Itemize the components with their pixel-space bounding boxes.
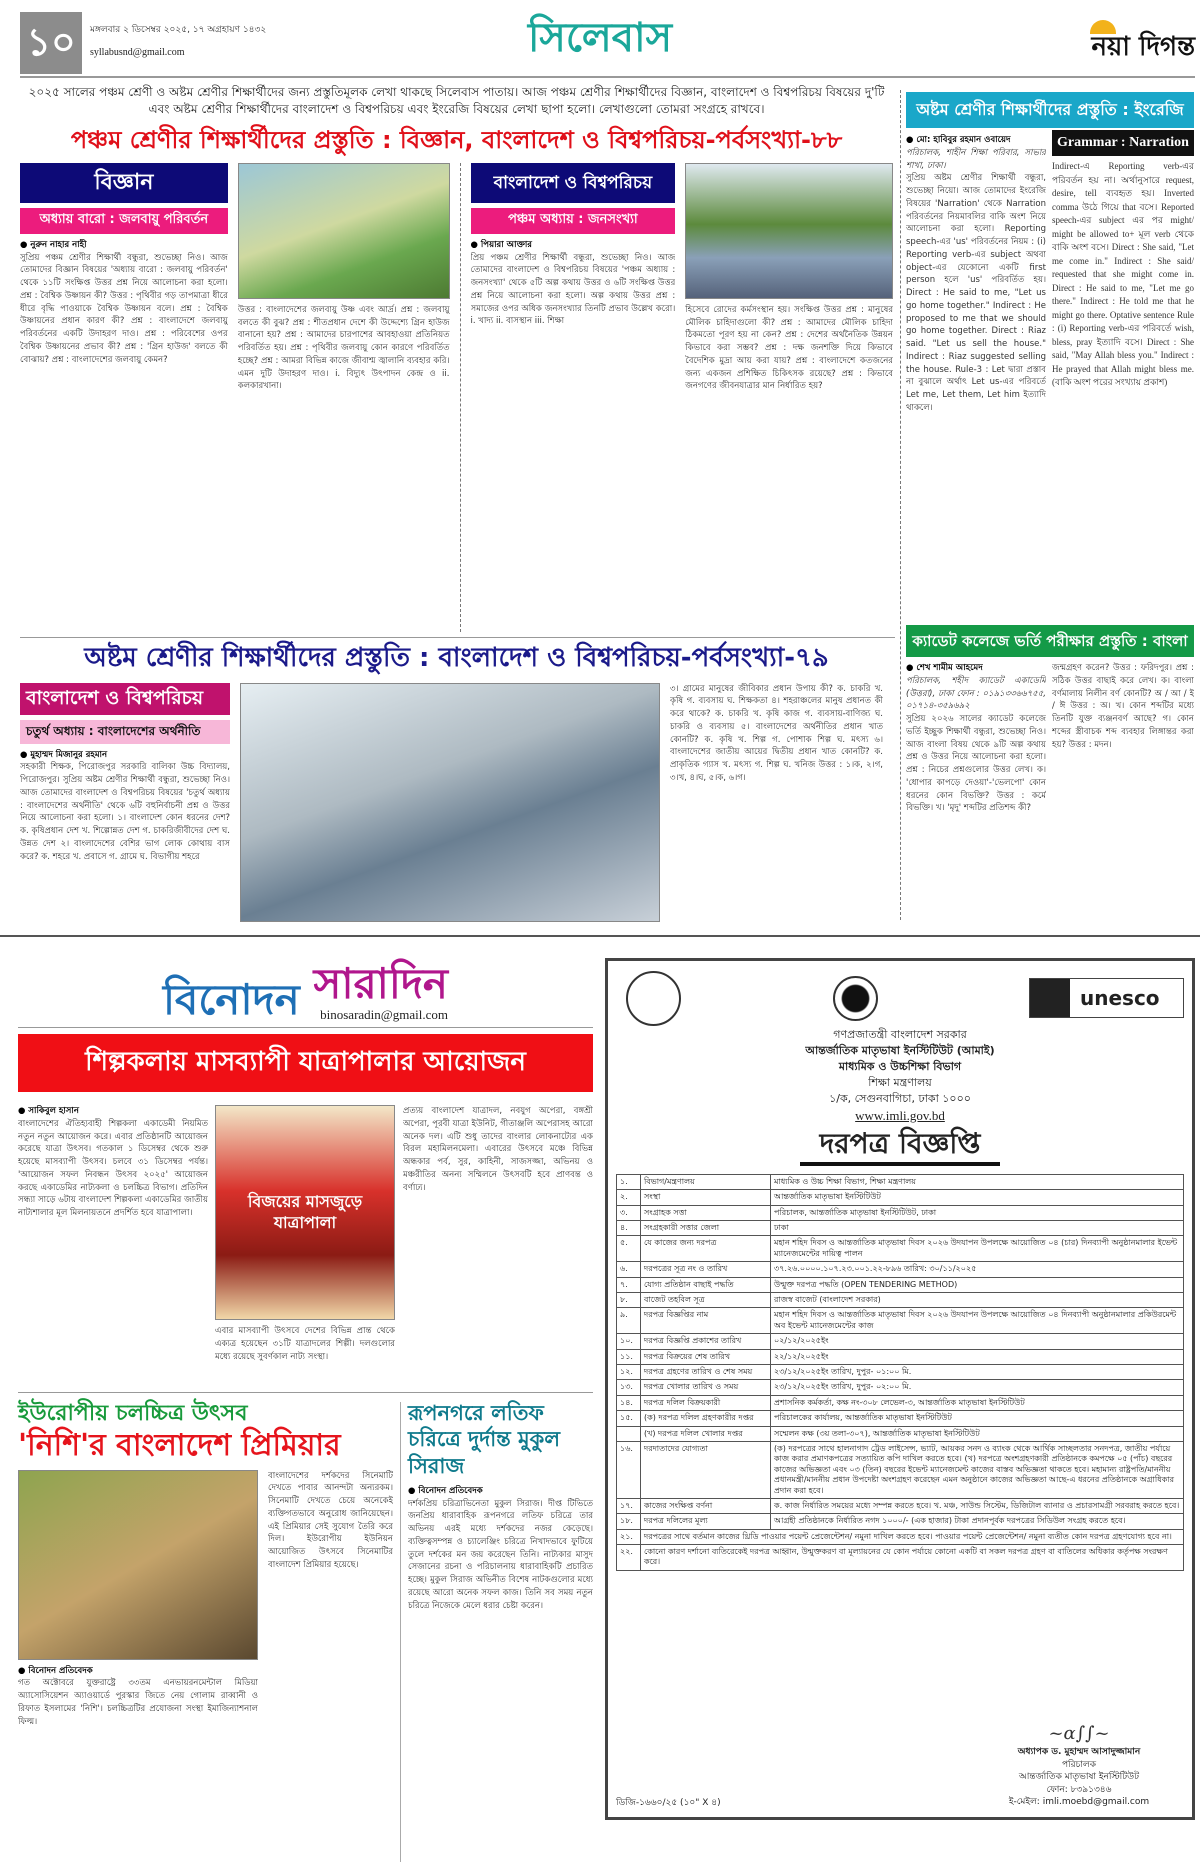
header-divider bbox=[20, 76, 1195, 78]
tender-footer bbox=[616, 1579, 1184, 1809]
cadet-author: ● শেখ শামীম আহমেদ bbox=[906, 663, 983, 673]
row-number: ১২. bbox=[617, 1365, 641, 1380]
mukul-body: দর্শকপ্রিয় চরিত্রাভিনেতা মুকুল সিরাজ। দীপ্ত টিভিতে জনপ্রিয় ধারাবাহিক রূপনগরে লতিফ চরিত্রে তার অভিনয় এরই মধ্যে দর্শকদের নজর কেড়েছে। ব্যক্তিত্বসম্পন্ন ও চ্যালেঞ্জিং চরিত্রে নিখাদভাবে ফুটিয়ে তুলে দর্শকের মন জয় করেছেন তিনি। নাট্যকার মাসুদ সেজানের রচনা ও পরিচালনায় ধারাবাহিকটি প্রচারিত হচ্ছে। মুকুল সিরাজ অভিনীত বিশেষ নাটকগুলোর মধ্যে রয়েছে আরো অনেক সফল কাজ। তিনি সব সময় নতুন চরিত্রে নিজেকে মেলে ধরার চেষ্টা করেন। bbox=[408, 1498, 593, 1611]
row-label: সংস্থা bbox=[641, 1190, 771, 1205]
class8-title: বাংলাদেশ ও বিশ্বপরিচয় bbox=[20, 683, 230, 715]
row-value: ২২/১২/২০২৫ইং bbox=[771, 1349, 1184, 1364]
tender-row bbox=[617, 1236, 1184, 1262]
jatra-poster bbox=[215, 1105, 395, 1320]
entertainment-logo bbox=[18, 945, 593, 1023]
row-value: দরপত্রের সাথে বর্তমান কাজের থ্রিডি পাওয়ার পয়েন্ট প্রেজেন্টেশন/ নমুনা দাখিল করতে হবে। পাওয়ার পয়েন্ট প্রেজেন্টেশন/ নমুনা ব্যতীত কোন দরপত্র গ্রহণযোগ্য হবে না। bbox=[641, 1529, 1184, 1544]
bd-column-2 bbox=[685, 163, 893, 632]
cadet-body: সুপ্রিয় ২০২৬ সালের ক্যাডেট কলেজে ভর্তি ইচ্ছুক শিক্ষার্থী বন্ধুরা, শুভেচ্ছা নিও। আজ বাংলা বিষয় থেকে ৯টি অল্প কথায় প্রশ্ন ও উত্তর নিয়ে আলোচনা করা হলো। প্রশ্ন : নিচের প্রশ্নগুলোর উত্তর লেখ। ক। 'ধোপার কাপড়ে দেওয়া'-'ভেলপো' কোন ধরনের কোন বিভক্তি? উত্তর : কর্মে বিভক্তি। খ। 'মৃদু' শব্দটির প্রতিশব্দ কী? bbox=[906, 714, 1046, 814]
row-label: দরপত্র বিক্রয়ের শেষ তারিখ bbox=[641, 1349, 771, 1364]
mukul-author: ● বিনোদন প্রতিবেদক bbox=[408, 1485, 483, 1496]
row-label: দরপত্র বিজ্ঞপ্তি প্রকাশের তারিখ bbox=[641, 1334, 771, 1349]
row-number: ২২. bbox=[617, 1545, 641, 1571]
science-chapter: অধ্যায় বারো : জলবায়ু পরিবর্তন bbox=[20, 208, 228, 234]
row-label: বিভাগ/মন্ত্রণালয় bbox=[641, 1174, 771, 1189]
cadet-article-cont: জন্মগ্রহণ করেন? উত্তর : ফরিদপুর। প্রশ্ন : সঠিক উত্তর বাছাই করে লেখ। ক। বাংলা বর্ণমালায় নিলীন বর্ণ কোনটি? অ / আ / ই / ঈ উত্তর : অ। খ। কোন শব্দটির মধ্যে তিনটি যুক্ত ব্যঞ্জনবর্ণ আছে? গ। কোন শব্দের স্ত্রীবাচক শব্দ ব্যবহার লিঙ্গান্তর করা হয়? উত্তর : মদন। bbox=[1052, 663, 1194, 750]
tender-row bbox=[617, 1221, 1184, 1236]
festival-body2: গত অক্টোবরে যুক্তরাষ্ট্রে ৩৩তম এনভায়রনমেন্টাল মিডিয়া অ্যাসোসিয়েশন অ্যাওয়ার্ডে পুরস্কার জিতে নেয় গোলাম রাব্বানী ও রিফাত ইসলামের 'নিশি'। চলচ্চিত্রটির প্রযোজনা সংস্থা ইমাজিন্যাশনাল ফিল্ম। bbox=[18, 1678, 258, 1727]
column-divider bbox=[460, 163, 461, 632]
row-number: ৪. bbox=[617, 1221, 641, 1236]
tender-website[interactable]: www.imli.gov.bd bbox=[855, 1107, 945, 1123]
row-number: ১৫. bbox=[617, 1411, 641, 1426]
tender-address: ১/ক, সেগুনবাগিচা, ঢাকা ১০০০ bbox=[829, 1091, 971, 1105]
tender-logos bbox=[616, 969, 1184, 1027]
class8-photo-column bbox=[240, 683, 660, 923]
lead-author: ● সাকিবুল হাসান bbox=[18, 1106, 79, 1116]
row-label: দরপত্রের সূত্র নং ও তারিখ bbox=[641, 1262, 771, 1277]
row-number: ৬. bbox=[617, 1262, 641, 1277]
row-number: ১১. bbox=[617, 1349, 641, 1364]
bd-article-cont: হিসেবে রোদের কর্মসংস্থান হয়। সংক্ষিপ্ত উত্তর প্রশ্ন : মানুষের মৌলিক চাহিদাগুলো কী? প্রশ্ন : আমাদের মৌলিক চাহিদা ঠিকমতো পূরণ হয় না কেন? প্রশ্ন : দেশের অর্থনৈতিক উন্নয়ন কিভাবে করা সম্ভব? প্রশ্ন : দক্ষ জনশক্তি দিয়ে কিভাবে বৈদেশিক মুদ্রা আয় করা যায়? প্রশ্ন : বাংলাদেশে কতজনের জন্য একজন প্রশিক্ষিত চিকিৎসক রয়েছে? প্রশ্ন : কিভাবে জনগণের জীবনযাত্রার মান নির্ধারিত হয়? bbox=[685, 304, 893, 392]
row-label: সংগ্রাহক সত্তা bbox=[641, 1205, 771, 1220]
row-label: যোগ্য প্রতিষ্ঠান বাছাই পদ্ধতি bbox=[641, 1277, 771, 1292]
newspaper-logo: নয়া দিগন্ত bbox=[1091, 32, 1195, 62]
bd-chapter: পঞ্চম অধ্যায় : জনসংখ্যা bbox=[471, 208, 676, 234]
science-column-2 bbox=[238, 163, 450, 632]
bd-author: ● পিয়ারা আক্তার bbox=[470, 239, 532, 250]
cadet-article bbox=[906, 662, 1046, 917]
entertainment-email: binosaradin@gmail.com bbox=[320, 1007, 448, 1023]
row-value: পরিচালকের কার্যালয়, আন্তর্জাতিক মাতৃভাষা ইনস্টিটিউট bbox=[771, 1411, 1184, 1426]
tender-row bbox=[617, 1349, 1184, 1364]
signatory-org: আন্তর্জাতিক মাতৃভাষা ইনস্টিটিউট bbox=[1018, 1772, 1140, 1783]
column-divider bbox=[400, 1402, 401, 1862]
imli-seal-icon bbox=[626, 971, 681, 1026]
column-divider bbox=[900, 90, 901, 920]
tender-row bbox=[617, 1380, 1184, 1395]
mukul-headline: রূপনগরে লতিফ চরিত্রে দুর্দান্ত মুকুল সিরাজ bbox=[408, 1401, 561, 1478]
government-seal-icon bbox=[833, 976, 878, 1021]
tender-row bbox=[617, 1498, 1184, 1513]
row-number: ১৩. bbox=[617, 1380, 641, 1395]
row-value: (ক) দরপত্রের সাথে হালনাগাদ ট্রেড লাইসেন্স, ভ্যাট, আয়কর সনদ ও ব্যাংক থেকে আর্থিক সাচ্ছলতার সনদপত্র, জাতীয় পর্যায়ে কাজ করার প্রমাণকপত্রের সত্যায়িত কপি দাখিল করতে হবে। (খ) দরপত্রে অংশগ্রহণকারী প্রতিষ্ঠানকে কমপক্ষে ০৫ (পাঁচ) বছরের কাজের অভিজ্ঞতা এবং ০৩ (তিন) বছরের ইভেন্ট ম্যানেজমেন্ট কাজের বাস্তব অভিজ্ঞতা থাকতে হবে। মহামান্য রাষ্ট্রপতি/মাননীয় প্রধানমন্ত্রী/মাননীয় প্রধান উপদেষ্টা অংশগ্রহণ করেছেন এমন অনুষ্ঠানে কাজের অভিজ্ঞতা আছে-এ ধরনের প্রতিষ্ঠানকে অগ্রাধিকার প্রদান করা হবে। bbox=[771, 1441, 1184, 1498]
tender-org: আন্তর্জাতিক মাতৃভাষা ইনস্টিটিউট (আমাই) bbox=[805, 1043, 995, 1057]
science-illustration bbox=[238, 163, 450, 299]
science-article-cont: উত্তর : বাংলাদেশের জলবায়ু উষ্ণ এবং আর্দ্র। প্রশ্ন : জলবায়ু বলতে কী বুঝ? প্রশ্ন : শীতপ্রধান দেশে কী উদ্দেশ্যে গ্রিন হাউজ বানানো হয়? প্রশ্ন : আমাদের চারপাশের আবহাওয়া প্রতিনিয়ত পরিবর্তিত হয়। প্রশ্ন : পৃথিবীর জলবায়ু কোন কারণে পরিবর্তিত হচ্ছে? প্রশ্ন : আমরা বিভিন্ন কাজে জীবাশ্ম জ্বালানি ব্যবহার করি। এমন দুটি উদাহরণ দাও। i. বিদ্যুৎ উৎপাদন কেন্দ্র ও ii. কলকারখানা। bbox=[237, 304, 450, 392]
row-label: (ক) দরপত্র দলিল গ্রহণকারীর দপ্তর bbox=[641, 1411, 771, 1426]
festival-right bbox=[268, 1470, 393, 1863]
class5-columns bbox=[20, 163, 893, 632]
signature-mark: ~ɑ∫∫~ bbox=[1048, 1722, 1110, 1744]
row-value: উন্মুক্ত দরপত্র পদ্ধতি (OPEN TENDERING METHOD) bbox=[771, 1277, 1184, 1292]
intro-text: ২০২৫ সালের পঞ্চম শ্রেণী ও অষ্টম শ্রেণীর শিক্ষার্থীদের জন্য প্রস্তুতিমূলক লেখা থাকছে সিলেবাস পাতায়। আজ পঞ্চম শ্রেণীর শিক্ষার্থীদের বিজ্ঞান, বাংলাদেশ ও বিশ্বপরিচয় বিষয়ের দু'টি এবং অষ্টম শ্রেণীর শিক্ষার্থীদের বাংলাদেশ ও বিশ্বপরিচয় এবং ইংরেজি বিষয়ের লেখা ছাপা হলো। লেখাগুলো তোমরা সংগ্রহে রাখবে। bbox=[28, 85, 885, 117]
page-number: ১০ bbox=[20, 12, 82, 74]
tender-row bbox=[617, 1426, 1184, 1441]
festival-left bbox=[18, 1470, 258, 1863]
tender-ref: ডিজি-১৬৬০/২৫ (১০" X ৪) bbox=[616, 1797, 721, 1808]
bd-column bbox=[471, 163, 676, 632]
row-value: ০২/১২/২০২৫ইং bbox=[771, 1334, 1184, 1349]
lead-article-cont: প্রত্যয় বাংলাদেশ যাত্রাদল, নবযুগ অপেরা, বঙ্গশ্রী অপেরা, পূরবী যাত্রা ইউনিট, গীতাঞ্জলি অপেরাসহ আরো অনেক দল। এটি শুধু তাদের বাংলার লোকনাট্যের এক বিরল মহামিলনমেলা। এবারের উৎসবে মঞ্চে বিভিন্ন অন্ধকার পর্ব, সুর, কাহিনী, সাজসজ্জা, অভিনয় ও মঞ্চরীতির অনন্য সম্মিলনে উৎসবটি হবে প্রাণবন্ত ও বর্ণাঢ্য। bbox=[403, 1106, 593, 1193]
tender-table bbox=[616, 1174, 1184, 1571]
tender-row bbox=[617, 1174, 1184, 1189]
cadet-author-role: পরিচালক, শহীদ ক্যাডেট একাডেমি (উত্তরা), ঢাকা ফোন : ০১৯১৩৩৬৬৭৫৫, ০১৭১৪-৩৫৯৬৯২ bbox=[906, 675, 1046, 712]
signatory-email: ই-মেইল: imli.moebd@gmail.com bbox=[1008, 1797, 1150, 1808]
tender-row bbox=[617, 1190, 1184, 1205]
english-topic: Grammar : Narration bbox=[1052, 130, 1194, 156]
tender-row bbox=[617, 1545, 1184, 1571]
divider bbox=[18, 1027, 593, 1028]
english-author-role: পরিচালক, শাহীন শিক্ষা পরিবার, সাভার শাখা, ঢাকা। bbox=[906, 147, 1046, 171]
row-label: সংগ্রহকারী সত্তার জেলা bbox=[641, 1221, 771, 1236]
unesco-wordmark: unesco bbox=[1080, 985, 1160, 1010]
row-number: ৫. bbox=[617, 1236, 641, 1262]
row-number: ২১. bbox=[617, 1529, 641, 1544]
class8-author: ● মুহাম্মদ মিজানুর রহমান bbox=[20, 749, 108, 760]
lead-body: বাংলাদেশের ঐতিহ্যবাহী শিল্পকলা একাডেমী নিয়মিত নতুন নতুন আয়োজন করে। এবার প্রতিষ্ঠানটি আয়োজন করেছে যাত্রা উৎসব। গতকাল ১ ডিসেম্বর থেকে শুরু হয়েছে মাসব্যাপী উৎসব। চলবে ৩১ ডিসেম্বর পর্যন্ত। 'আয়োজন সফল নিবন্ধন উৎসব ২০২৫' আয়োজন করছে একাডেমির নাট্যকলা ও চলচ্চিত্র বিভাগ। প্রতিদিন সন্ধ্যা সাড়ে ৬টায় বাংলাদেশ শিল্পকলা একাডেমির জাতীয় নাট্যশালার মূল মিলনায়তনে প্রদর্শিত হবে যাত্রাপালা। bbox=[18, 1118, 208, 1218]
section-email: syllabusnd@gmail.com bbox=[90, 47, 185, 58]
tender-gov: গণপ্রজাতন্ত্রী বাংলাদেশ সরকার bbox=[833, 1028, 967, 1041]
signatory-role: পরিচালক bbox=[1061, 1759, 1097, 1770]
tender-row bbox=[617, 1334, 1184, 1349]
tender-row bbox=[617, 1262, 1184, 1277]
unesco-logo bbox=[1029, 978, 1184, 1018]
row-number: ১৮. bbox=[617, 1514, 641, 1529]
festival-article: বাংলাদেশের দর্শকদের সিনেমাটি দেখতে পাবার আনন্দটা অন্যরকম। সিনেমাটি দেখতে চেয়ে অনেকেই ব্যক্তিগতভাবে অনুরোধ জানিয়েছেন। এই প্রিমিয়ার সেই সুযোগ তৈরি করে দিল। ইউরোপীয় ইউনিয়ন আয়োজিত উৎসবে সিনেমাটির বাংলাদেশ প্রিমিয়ার হয়েছে। bbox=[268, 1470, 393, 1570]
section-divider bbox=[20, 637, 895, 638]
tender-row bbox=[617, 1441, 1184, 1498]
class8-chapter: চতুর্থ অধ্যায় : বাংলাদেশের অর্থনীতি bbox=[20, 720, 230, 744]
poster-title: বিজয়ের মাসজুড়ে যাত্রাপালা bbox=[247, 1191, 363, 1232]
row-value: কোনো কারণ দর্শানো ব্যতিরেকেই দরপত্র আহ্বান, উন্মুক্তকরণ বা মূল্যায়নের যে কোন পর্যায়ে কোনো একটি বা সকল দরপত্র গ্রহণ বা বাতিলের অধিকার কর্তৃপক্ষ সংরক্ষণ করে। bbox=[641, 1545, 1184, 1571]
row-number: ১৭. bbox=[617, 1498, 641, 1513]
row-value: রাজস্ব বাজেট (বাংলাদেশ সরকার) bbox=[771, 1293, 1184, 1308]
row-label: দরপত্র খোলার তারিখ ও সময় bbox=[641, 1380, 771, 1395]
tender-notice bbox=[605, 958, 1195, 1820]
poster-caption: এবার মাসব্যাপী উৎসবে দেশের বিভিন্ন প্রান্ত থেকে এক্যত্র হয়েছেন ৩১টি যাত্রাদলের শিল্পী। দলগুলোর মধ্যে রয়েছে সুবর্ণকাল নাট্য সংস্থা। bbox=[215, 1326, 395, 1362]
science-article bbox=[20, 239, 228, 632]
class8-columns bbox=[20, 683, 893, 923]
bd-body: প্রিয় পঞ্চম শ্রেণীর শিক্ষার্থী বন্ধুরা, শুভেচ্ছা নিও। আজ তোমাদের বাংলাদেশ ও বিশ্বপরিচয় বিষয়ের 'পঞ্চম অধ্যায় : জনসংখ্যা' থেকে ৫টি অল্প কথায় উত্তর ও ৬টি সংক্ষিপ্ত উত্তর প্রশ্ন নিয়ে আলোচনা করা হলো। অল্প কথায় উত্তর প্রশ্ন : সমাজের ওপর অধিক জনসংখ্যার তিনটি প্রভাব উল্লেখ করো। i. খাদ্য ii. বাসস্থান iii. শিক্ষা bbox=[470, 252, 676, 327]
class8-questions-column bbox=[670, 683, 883, 923]
row-value: ক. কাজ নির্ধারিত সময়ের মধ্যে সম্পন্ন করতে হবে। খ. মঞ্চ, সাউন্ড সিস্টেম, ডিজিটাল ব্যানার ও প্রচারসামগ্রী সরবরাহ করতে হবে। bbox=[771, 1498, 1184, 1513]
festival-author: ● বিনোদন প্রতিবেদক bbox=[18, 1665, 93, 1676]
unesco-temple-icon bbox=[1030, 979, 1070, 1017]
row-number: ৯. bbox=[617, 1308, 641, 1334]
tender-division: মাধ্যমিক ও উচ্চশিক্ষা বিভাগ bbox=[838, 1059, 962, 1073]
row-number bbox=[617, 1426, 641, 1441]
row-number: ১. bbox=[617, 1174, 641, 1189]
row-number: ৩. bbox=[617, 1205, 641, 1220]
tender-row bbox=[617, 1293, 1184, 1308]
row-value: মহান শহিদ দিবস ও আন্তর্জাতিক মাতৃভাষা দিবস ২০২৬ উদযাপন উপলক্ষে আয়োজিত ০৪ (চার) দিনব্যাপী অনুষ্ঠানমালার ইভেন্ট ম্যানেজমেন্টের দায়িত্ব পালন bbox=[771, 1236, 1184, 1262]
row-value: পরিচালক, আন্তর্জাতিক মাতৃভাষা ইনস্টিটিউট, ঢাকা bbox=[771, 1205, 1184, 1220]
row-value: ২৩/১২/২০২৫ইং তারিখ, দুপুর- ০২:০০ মি. bbox=[771, 1380, 1184, 1395]
science-column bbox=[20, 163, 228, 632]
tender-row bbox=[617, 1395, 1184, 1410]
english-title: অষ্টম শ্রেণীর শিক্ষার্থীদের প্রস্তুতি : ইংরেজি bbox=[906, 92, 1194, 128]
english-body: সুপ্রিয় অষ্টম শ্রেণীর শিক্ষার্থী বন্ধুরা, শুভেচ্ছা নিয়ো। আজ তোমাদের ইংরেজি বিষয়ের 'Narration' থেকে Narration পরিবর্তনের নিয়মাবলির বাকি অংশ নিয়ে আলোচনা করা হলো। Reporting speech-এর 'us' পরিবর্তনের নিয়ম : (i) Reporting verb-এর subject অথবা object-এর যেকোনো একটি first person হলে 'us' পরিবর্তিত হয়। Direct : He said to me, "Let us go home together." Indirect : He proposed to me that we should go home together. Direct : Riaz said. "Let us sell the house." Indirect : Riaz suggested selling the house. Rule-3 : Let দ্বারা প্রস্তাব না বুঝালে অর্থাৎ Let us-এর পরিবর্তে Let me, Let them, Let him ইত্যাদি থাকলে। bbox=[906, 173, 1046, 413]
signatory-phone: ফোন: ৮৩৯১৩৪৬ bbox=[1046, 1784, 1112, 1795]
class8-headline: অষ্টম শ্রেণীর শিক্ষার্থীদের প্রস্তুতি : বাংলাদেশ ও বিশ্বপরিচয়-পর্বসংখ্যা-৭৯ bbox=[84, 643, 829, 673]
english-article-cont: Indirect-এ Reporting verb-এর পরিবর্তন হয় না। অর্থানুসারে request, desire, tell ব্যবহৃত হয়। Inverted comma উঠে গিয়ে that বসে। Reported speech-এর subject এর পর might/ might be allowed to+ মূল verb থেকে বাকি অংশ বসে। Direct : She said, "Let me come in." Indirect : She said/ requested that she might come in. Direct : He said to me, "Let me go there." Indirect : He told me that he might go there. Optative sentence Rule : (i) Reporting verb-এর পরিবর্তে wish, bless, pray ইত্যাদি বসে। Direct : She said, "May Allah bless you." Indirect : He prayed that Allah might bless me. (বাকি অংশ পরের সংখ্যায় প্রকাশ) bbox=[1052, 161, 1194, 387]
row-number: ১৬. bbox=[617, 1441, 641, 1498]
festival-columns bbox=[18, 1470, 393, 1863]
issue-date: মঙ্গলবার ২ ডিসেম্বর ২০২৫, ১৭ অগ্রহায়ণ ১৪৩২ bbox=[90, 25, 267, 35]
row-value: আগ্রহী প্রতিষ্ঠানকে নির্ধারিত নগদ ১০০০/- (এক হাজার) টাকা প্রদানপূর্বক দরপত্রের সিডিউল সংগ্রহ করতে হবে। bbox=[771, 1514, 1184, 1529]
signatory-name: অধ্যাপক ড. মুহাম্মদ আসাদুজ্জামান bbox=[1017, 1747, 1141, 1758]
row-label: (খ) দরপত্র দলিল খোলার দপ্তর bbox=[641, 1426, 771, 1441]
entertainment-logo-b: সারাদিন bbox=[313, 959, 448, 1009]
class5-section bbox=[20, 84, 893, 632]
class8-section bbox=[20, 642, 893, 922]
row-value: মাধ্যমিক ও উচ্চ শিক্ষা বিভাগ, শিক্ষা মন্ত্রণালয় bbox=[771, 1174, 1184, 1189]
row-label: কাজের সংক্ষিপ্ত বর্ণনা bbox=[641, 1498, 771, 1513]
row-label: দরপত্র গ্রহণের তারিখ ও শেষ সময় bbox=[641, 1365, 771, 1380]
row-number: ১৪. bbox=[617, 1395, 641, 1410]
row-label: দরপত্র দলিল বিক্রয়কারী bbox=[641, 1395, 771, 1410]
entertainment-logo-right bbox=[314, 961, 448, 1023]
divider bbox=[18, 1392, 593, 1393]
science-title: বিজ্ঞান bbox=[20, 163, 228, 203]
english-article bbox=[906, 134, 1046, 619]
tender-title: দরপত্র বিজ্ঞপ্তি bbox=[800, 1126, 1001, 1166]
row-number: ১০. bbox=[617, 1334, 641, 1349]
poster-column bbox=[215, 1105, 395, 1387]
row-value: প্রশাসনিক কর্মকর্তা, কক্ষ নং-৩০৮ লেভেল-৩, আন্তর্জাতিক মাতৃভাষা ইনস্টিটিউট bbox=[771, 1395, 1184, 1410]
tender-ministry: শিক্ষা মন্ত্রণালয় bbox=[868, 1075, 932, 1089]
row-number: ২. bbox=[617, 1190, 641, 1205]
bd-article bbox=[471, 239, 676, 632]
tender-row bbox=[617, 1277, 1184, 1292]
bd-title: বাংলাদেশ ও বিশ্বপরিচয় bbox=[471, 163, 676, 203]
lead-article bbox=[18, 1105, 208, 1385]
english-author: ● মো: হাবিবুর রহমান ওবায়েদ bbox=[906, 135, 1011, 145]
lead-headline: শিল্পকলায় মাসব্যাপী যাত্রাপালার আয়োজন bbox=[18, 1034, 593, 1092]
row-label: দরদাতাদের যোগ্যতা bbox=[641, 1441, 771, 1498]
mukul-article bbox=[408, 1485, 593, 1862]
row-value: ঢাকা bbox=[771, 1221, 1184, 1236]
row-number: ৮. bbox=[617, 1293, 641, 1308]
tender-heading bbox=[616, 1027, 1184, 1166]
festival-kicker: ইউরোপীয় চলচ্চিত্র উৎসব bbox=[18, 1401, 248, 1426]
row-label: যে কাজের জন্য দরপত্র bbox=[641, 1236, 771, 1262]
row-value: আন্তর্জাতিক মাতৃভাষা ইনস্টিটিউট bbox=[771, 1190, 1184, 1205]
class8-body: সহকারী শিক্ষক, পিরোজপুর সরকারি বালিকা উচ্চ বিদ্যালয়, পিরোজপুর। সুপ্রিয় অষ্টম শ্রেণীর শিক্ষার্থী বন্ধুরা, শুভেচ্ছা নিও। আজ তোমাদের বাংলাদেশ ও বিশ্বপরিচয় বিষয়ের 'চতুর্থ অধ্যায় : বাংলাদেশের অর্থনীতি' থেকে ৬টি বহুনির্বাচনী প্রশ্ন ও উত্তর নিয়ে আলোচনা করা হলো। ১। বাংলাদেশ কোন ধরনের দেশ? ক. কৃষিপ্রধান দেশ খ. শিল্পোন্নত দেশ গ. চাকরিজীবীদের দেশ ঘ. উন্নত দেশ ২। বাংলাদেশের বেশির ভাগ লোক কোথায় বাস করে? ক. শহরে খ. প্রবাসে গ. গ্রামে ঘ. বিভাগীয় শহরে bbox=[20, 762, 230, 862]
section-logo: সিলেবাস bbox=[527, 14, 673, 61]
row-label: দরপত্র বিজ্ঞপ্তির নাম bbox=[641, 1308, 771, 1334]
signature-block bbox=[974, 1721, 1184, 1809]
tender-row bbox=[617, 1529, 1184, 1544]
cadet-title: ক্যাডেট কলেজে ভর্তি পরীক্ষার প্রস্তুতি : বাংলা bbox=[906, 625, 1194, 657]
row-number: ৭. bbox=[617, 1277, 641, 1292]
row-value: ২৩/১২/২০২৫ইং তারিখ, দুপুর- ০১:০০ মি. bbox=[771, 1365, 1184, 1380]
mukul-story bbox=[408, 1400, 593, 1862]
page-divider bbox=[0, 935, 1200, 937]
row-label: বাজেট তহবিল সূত্র bbox=[641, 1293, 771, 1308]
row-value: ৩৭.২৬.০০০০.১০৭.২৩.০০১.২২-৮৯৬ তারিখ: ৩০/১১/২০২৫ bbox=[771, 1262, 1184, 1277]
tender-row bbox=[617, 1411, 1184, 1426]
entertainment-logo-a: বিনোদন bbox=[162, 974, 300, 1024]
class8-questions: ৩। গ্রামের মানুষের জীবিকার প্রধান উপায় কী? ক. চাকরি খ. কৃষি গ. ব্যবসায় ঘ. শিক্ষকতা ৪। শহরাঞ্চলের মানুষ প্রধানত কী করে থাকে? ক. চাকরি খ. কৃষি কাজ গ. ব্যবসায়-বাণিজ্য ঘ. চাকরি ও ব্যবসায় ৫। বাংলাদেশের অর্থনীতির প্রধান খাত কোনটি? ক. কৃষি খ. শিল্প গ. পোশাক শিল্প ঘ. মৎস্য ৬। বাংলাদেশের জাতীয় আয়ের দ্বিতীয় প্রধান খাত কোনটি? ক. প্রাকৃতিক গ্যাস খ. মৎস্য গ. শিল্প ঘ. খনিজ উত্তর : ১।ক, ২।গ, ৩।খ, ৪।ঘ, ৫।ক, ৬।গ। bbox=[670, 683, 883, 783]
class8-article bbox=[20, 749, 230, 923]
row-value: মহান শহিদ দিবস ও আন্তর্জাতিক মাতৃভাষা দিবস ২০২৬ উদযাপন উপলক্ষে আয়োজিত ০৪ দিনব্যাপী অনুষ্ঠানমালার প্রকিউরমেন্ট অব ইভেন্ট ম্যানেজমেন্টের কাজ bbox=[771, 1308, 1184, 1334]
population-illustration bbox=[685, 163, 893, 299]
festival-story bbox=[18, 1400, 393, 1862]
science-body: সুপ্রিয় পঞ্চম শ্রেণীর শিক্ষার্থী বন্ধুরা, শুভেচ্ছা নিও। আজ তোমাদের বিজ্ঞান বিষয়ের 'অধ্যায় বারো : জলবায়ু পরিবর্তন' থেকে ১১টি সংক্ষিপ্ত উত্তর প্রশ্ন নিয়ে আলোচনা করা হলো। প্রশ্ন : বৈশ্বিক উষ্ণায়ন কী? উত্তর : পৃথিবীর গড় তাপমাত্রা ধীরে ধীরে বৃদ্ধি পাওয়াকে বৈশ্বিক উষ্ণায়ন বলে। প্রশ্ন : বৈশ্বিক উষ্ণায়নের প্রধান কারণ কী? প্রশ্ন : বাংলাদেশে জলবায়ু পরিবর্তনের একটি উদাহরণ দাও। প্রশ্ন : পরিবেশের ওপর বৈশ্বিক উষ্ণায়নের প্রভাব কী? প্রশ্ন : 'গ্রিন হাউজ' বলতে কী বোঝায়? প্রশ্ন : বাংলাদেশের জলবায়ু কেমন? bbox=[20, 252, 228, 365]
science-author: ● নুরুন নাহার নাহী bbox=[20, 239, 87, 250]
tender-row bbox=[617, 1308, 1184, 1334]
nishi-photo bbox=[18, 1470, 258, 1660]
class8-column bbox=[20, 683, 230, 923]
festival-article-cont bbox=[18, 1665, 258, 1863]
class5-headline: পঞ্চম শ্রেণীর শিক্ষার্থীদের প্রস্তুতি : বিজ্ঞান, বাংলাদেশ ও বিশ্বপরিচয়-পর্বসংখ্যা-৮৮ bbox=[70, 125, 843, 154]
festival-headline: 'নিশি'র বাংলাদেশ প্রিমিয়ার bbox=[18, 1427, 341, 1463]
row-value: সম্মেলন কক্ষ (৩য় তলা-৩০৭), আন্তর্জাতিক মাতৃভাষা ইনস্টিটিউট bbox=[771, 1426, 1184, 1441]
students-photo bbox=[240, 683, 660, 923]
row-label: দরপত্র দলিলের মূল্য bbox=[641, 1514, 771, 1529]
tender-row bbox=[617, 1514, 1184, 1529]
tender-row bbox=[617, 1205, 1184, 1220]
tender-row bbox=[617, 1365, 1184, 1380]
